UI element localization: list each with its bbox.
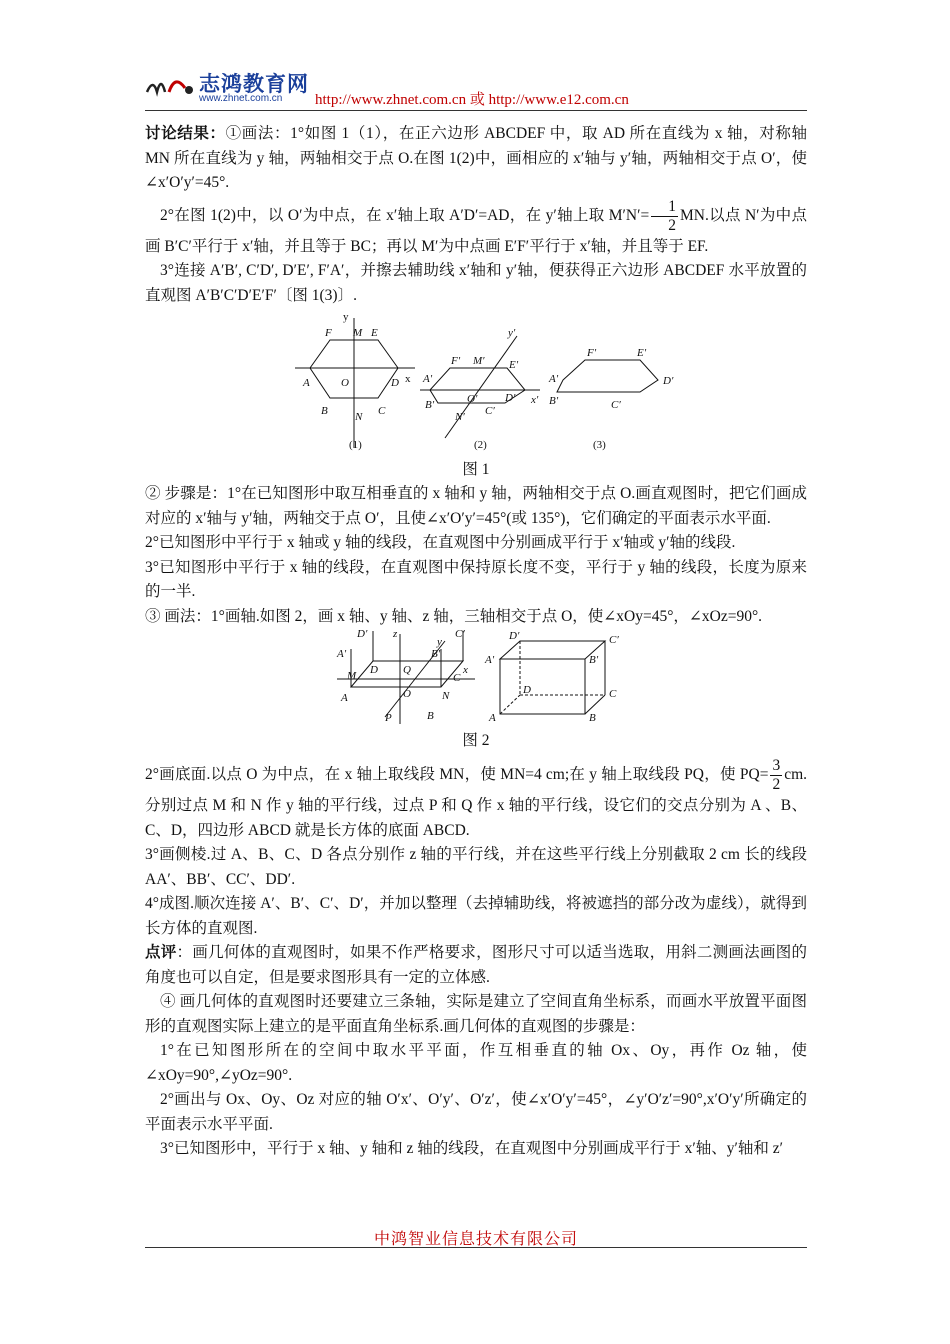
header-links[interactable]: http://www.zhnet.com.cn 或 http://www.e12.com.cn [315,92,629,108]
header-divider [145,110,807,111]
svg-text:B′: B′ [425,399,435,411]
svg-text:E′: E′ [509,359,519,371]
svg-text:O: O [403,688,411,700]
logo-icon [145,70,197,100]
svg-text:A′: A′ [423,373,433,385]
svg-text:B′: B′ [549,395,559,407]
para-1: 讨论结果：①画法：1°如图 1（1），在正六边形 ABCDEF 中，取 AD 所在直线为 x 轴，对称轴 MN 所在直线为 y 轴，两轴相交于点 O.在图 1(2)中，画相应的 x′轴与 y′轴，两轴相交于点 O′，使∠x′O′y′=45°. [145,125,807,191]
svg-text:C: C [378,405,386,417]
svg-text:P: P [385,712,392,724]
main-content [145,122,807,1162]
para-11: 点评：画几何体的直观图时，如果不作严格要求，图形尺寸可以适当选取，用斜二测画法画图的角度也可以自定，但是要求图形具有一定的立体感. [145,944,807,986]
comment-label: 点评 [145,944,177,961]
svg-text:B′: B′ [589,654,599,666]
fig1-result [557,360,658,392]
figure-1 [145,308,807,458]
svg-text:M′: M′ [473,355,485,367]
svg-text:F′: F′ [451,355,461,367]
discussion-label: 讨论结果： [145,125,226,142]
fraction-half: $\frac{1}{2}$ [651,198,678,235]
svg-text:B: B [427,710,434,722]
svg-text:E′: E′ [637,347,647,359]
para-6: 3°已知图形中平行于 x 轴的线段，在直观图中保持原长度不变，平行于 y 轴的线段，长度为原来的一半. [145,558,807,600]
para-5: 2°已知图形中平行于 x 轴或 y 轴的线段，在直观图中分别画成平行于 x′轴或 y′轴的线段. [145,534,736,551]
svg-text:y: y [437,636,442,648]
svg-text:Q: Q [403,664,411,676]
svg-text:(3): (3) [593,439,606,451]
svg-text:O′: O′ [467,393,478,405]
svg-text:O: O [341,377,349,389]
svg-text:A′: A′ [485,654,495,666]
svg-text:C′: C′ [455,629,465,640]
figure-2-caption: 图 2 [462,732,490,749]
fig1-oblique [420,336,540,438]
svg-text:M: M [353,327,363,339]
para-8: 2°画底面.以点 O 为中点，在 x 轴上取线段 MN，使 MN=4 cm;在 y 轴上取线段 PQ，使 PQ= $\frac{3}{2}$ cm.分别过点 M 和 N 作 y 轴的平行线，过点 P 和 Q 作 x 轴的平行线，设它们的交点分别为 A 、B、C、D，四边形 ABCD 就是长方体的底面 ABCD. [145,757,807,839]
svg-text:D: D [370,664,378,676]
svg-text:A′: A′ [549,373,559,385]
svg-text:F: F [325,327,332,339]
svg-text:A: A [303,377,310,389]
svg-text:B: B [589,712,596,724]
footer-company: 中鸿智业信息技术有限公司 [373,1231,578,1248]
figure-1-caption: 图 1 [462,461,490,478]
svg-text:D: D [523,684,531,696]
svg-text:x′: x′ [531,394,539,406]
svg-text:x: x [463,664,468,676]
para-15: 3°已知图形中，平行于 x 轴、y 轴和 z 轴的线段，在直观图中分别画成平行于 x′轴、y′轴和 z′ [160,1140,784,1157]
svg-text:C′: C′ [609,634,619,646]
fraction-three-halves: $\frac{3}{2}$ [772,757,781,793]
svg-text:N: N [355,411,363,423]
svg-text:x: x [405,373,411,385]
svg-text:(1): (1) [349,439,362,451]
para-4: ② 步骤是：1°在已知图形中取互相垂直的 x 轴和 y 轴，两轴相交于点 O.画直观图时，把它们画成对应的 x′轴与 y′轴，两轴交于点 O′，且使∠x′O′y′=45°(或 135°)，它们确定的平面表示水平面. [145,485,807,527]
para-3: 3°连接 A′B′, C′D′, D′E′, F′A′，并擦去辅助线 x′轴和 y′轴，便获得正六边形 ABCDEF 水平放置的直观图 A′B′C′D′E′F′〔图 1(3)〕. [145,262,807,304]
svg-text:z: z [393,629,398,640]
figure-2 [145,629,807,729]
svg-text:M: M [347,670,357,682]
svg-text:C: C [609,688,617,700]
para-12: ④ 画几何体的直观图时还要建立三条轴，实际是建立了空间直角坐标系，而画水平放置平面图形的直观图实际上建立的是平面直角坐标系.画几何体的直观图的步骤是： [145,993,807,1035]
svg-text:y′: y′ [508,327,516,339]
svg-text:B: B [321,405,328,417]
svg-text:A: A [489,712,496,724]
svg-text:D′: D′ [357,629,368,640]
svg-text:F′: F′ [587,347,597,359]
logo-url: www.zhnet.com.cn [199,93,283,104]
svg-text:D′: D′ [663,375,674,387]
para-13: 1°在已知图形所在的空间中取水平平面，作互相垂直的轴 Ox、Oy，再作 Oz 轴，使∠xOy=90°,∠yOz=90°. [145,1042,807,1084]
svg-text:A: A [341,692,348,704]
svg-text:D: D [391,377,399,389]
svg-text:D′: D′ [509,630,520,642]
svg-text:C′: C′ [611,399,621,411]
page-header [145,68,807,112]
footer-divider [145,1247,807,1248]
svg-text:C′: C′ [485,405,495,417]
para-7: ③ 画法：1°画轴.如图 2，画 x 轴、y 轴、z 轴，三轴相交于点 O，使∠xOy=45°，∠xOz=90°. [145,607,763,625]
svg-text:A′: A′ [337,648,347,660]
para-2: 2°在图 1(2)中，以 O′为中点，在 x′轴上取 A′D′=AD，在 y′轴上取 M′N′= $\frac{1}{2}$ MN.以点 N′为中点画 B′C′平行于 x′轴，并且等于 BC；再以 M′为中点画 E′F′平行于 x′轴，并且等于 EF. [145,197,808,255]
svg-text:D′: D′ [505,392,516,404]
para-9: 3°画侧棱.过 A、B、C、D 各点分别作 z 轴的平行线，并在这些平行线上分别截取 2 cm 长的线段 AA′、BB′、CC′、DD′. [145,846,807,888]
logo-title: 志鸿教育网 [199,72,309,96]
fig2-box [500,641,605,714]
svg-text:E: E [371,327,378,339]
svg-text:(2): (2) [474,439,487,451]
para-10: 4°成图.顺次连接 A′、B′、C′、D′，并加以整理（去掉辅助线，将被遮挡的部分改为虚线），就得到长方体的直观图. [145,895,807,937]
svg-text:N: N [442,690,450,702]
para-14: 2°画出与 Ox、Oy、Oz 对应的轴 O′x′、O′y′、O′z′，使∠x′O′y′=45°，∠y′O′z′=90°,x′O′y′所确定的平面表示水平平面. [145,1091,807,1133]
svg-text:y: y [343,311,349,323]
svg-text:C: C [453,672,461,684]
svg-text:N′: N′ [455,411,465,423]
svg-text:B′: B′ [431,648,441,660]
